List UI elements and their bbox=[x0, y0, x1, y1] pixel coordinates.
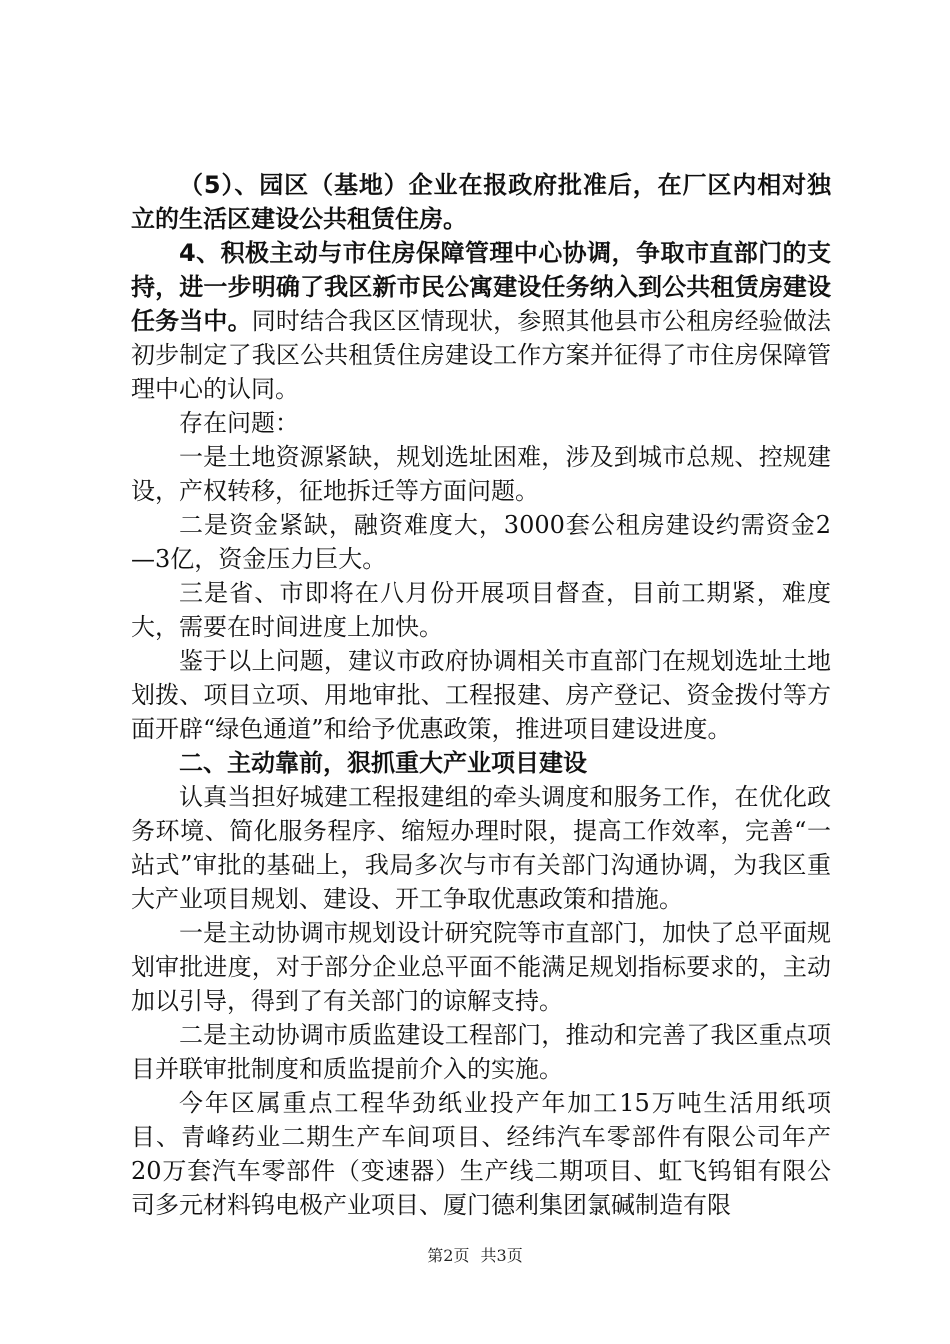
paragraph-item-5: （5）、园区（基地）企业在报政府批准后，在厂区内相对独立的生活区建设公共租赁住房。 bbox=[131, 171, 831, 233]
section-heading-2: 二、主动靠前，狠抓重大产业项目建设 bbox=[179, 749, 587, 777]
paragraph-section-2-intro: 认真当担好城建工程报建组的牵头调度和服务工作，在优化政务环境、简化服务程序、缩短办理时限，提高工作效率，完善“一站式”审批的基础上，我局多次与市有关部门沟通协调，为我区重大产业项目规划、建设、开工争取优惠政策和措施。 bbox=[131, 783, 831, 913]
document-body bbox=[131, 168, 831, 1222]
page-total: 共3页 bbox=[480, 1246, 523, 1265]
paragraph-section-4-rest: 同时结合我区区情现状，参照其他县市公租房经验做法初步制定了我区公共租赁住房建设工作方案并征得了市住房保障管理中心的认同。 bbox=[131, 307, 832, 403]
page-number: 第2页 bbox=[427, 1246, 470, 1265]
paragraph-measure-2: 二是主动协调市质监建设工程部门，推动和完善了我区重点项目并联审批制度和质监提前介入的实施。 bbox=[131, 1021, 831, 1083]
paragraph-section-4-bold: 4、积极主动与市住房保障管理中心协调，争取市直部门的支持，进一步明确了我区新市民公寓建设任务纳入到公共租赁房建设任务当中。 bbox=[131, 239, 831, 335]
paragraph-problem-3: 三是省、市即将在八月份开展项目督查，目前工期紧，难度大，需要在时间进度上加快。 bbox=[131, 579, 831, 641]
paragraph-section-4 bbox=[131, 236, 831, 406]
paragraph-key-projects: 今年区属重点工程华劲纸业投产年加工15万吨生活用纸项目、青峰药业二期生产车间项目、经纬汽车零部件有限公司年产20万套汽车零部件（变速器）生产线二期项目、虹飞钨钼有限公司多元材料钨电极产业项目、厦门德利集团氯碱制造有限 bbox=[131, 1089, 831, 1219]
page-footer bbox=[0, 1243, 950, 1266]
paragraph-problem-1: 一是土地资源紧缺，规划选址困难，涉及到城市总规、控规建设，产权转移，征地拆迁等方面问题。 bbox=[131, 443, 831, 505]
paragraph-suggestion: 鉴于以上问题，建议市政府协调相关市直部门在规划选址土地划拨、项目立项、用地审批、工程报建、房产登记、资金拨付等方面开辟“绿色通道”和给予优惠政策，推进项目建设进度。 bbox=[131, 647, 831, 743]
paragraph-problems-heading: 存在问题： bbox=[179, 409, 299, 437]
paragraph-measure-1: 一是主动协调市规划设计研究院等市直部门，加快了总平面规划审批进度，对于部分企业总平面不能满足规划指标要求的，主动加以引导，得到了有关部门的谅解支持。 bbox=[131, 919, 831, 1015]
paragraph-problem-2: 二是资金紧缺，融资难度大，3000套公租房建设约需资金2—3亿，资金压力巨大。 bbox=[131, 511, 831, 573]
